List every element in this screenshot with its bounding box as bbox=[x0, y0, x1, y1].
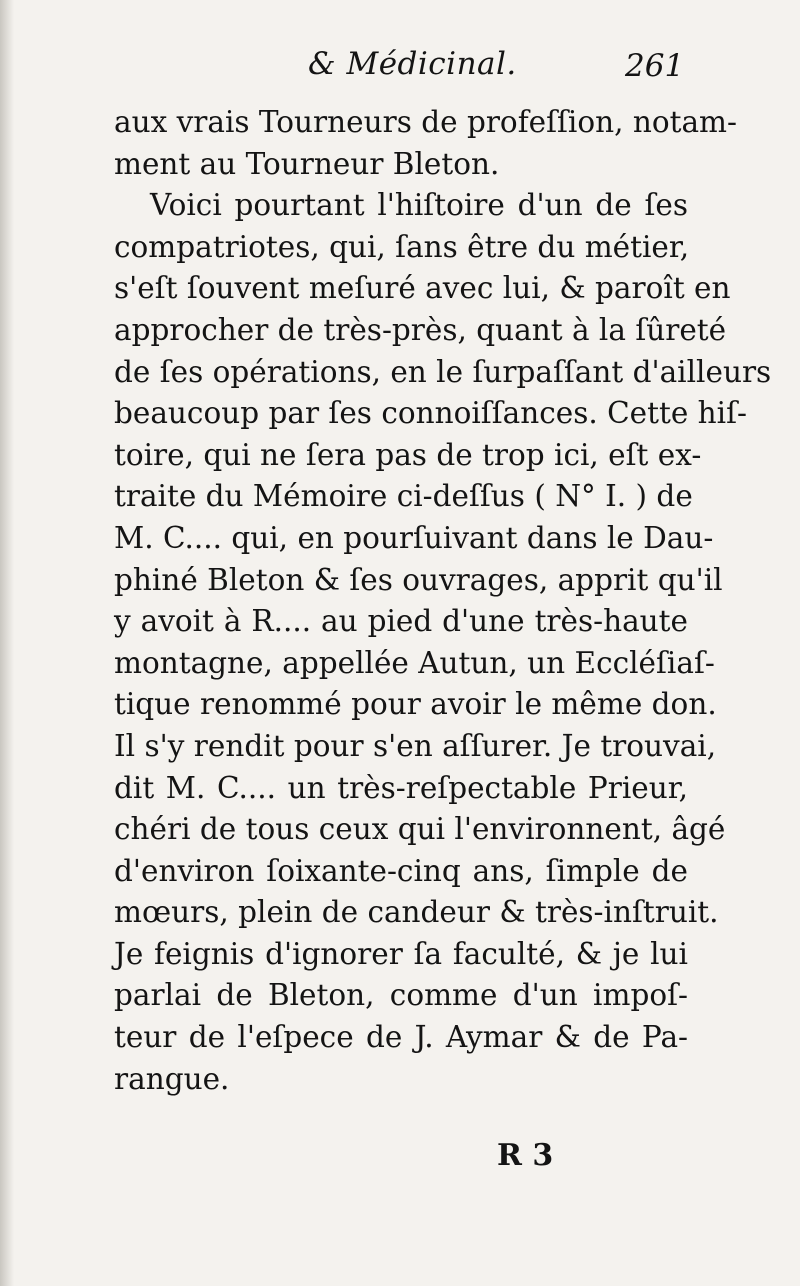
text-line: de ſes opérations, en le ſurpaſſant d'ailleurs bbox=[114, 354, 772, 389]
running-head-title: & Médicinal. bbox=[308, 46, 517, 82]
text-line: traite du Mémoire ci-deſſus ( N° I. ) de bbox=[114, 479, 693, 514]
body-text bbox=[114, 102, 772, 1100]
text-line: phiné Bleton & ſes ouvrages, apprit qu'il bbox=[114, 562, 723, 597]
text-line: dit M. C.... un très-reſpectable Prieur, bbox=[114, 770, 688, 805]
text-line: approcher de très-près, quant à la ſûreté bbox=[114, 312, 727, 347]
text-line: toire, qui ne ſera pas de trop ici, eſt ex- bbox=[114, 437, 702, 472]
text-line: ment au Tourneur Bleton. bbox=[114, 146, 500, 181]
signature-mark: R 3 bbox=[497, 1138, 554, 1173]
text-line: s'eſt ſouvent meſuré avec lui, & paroît en bbox=[114, 271, 731, 306]
text-line: y avoit à R.... au pied d'une très-haute bbox=[114, 604, 688, 639]
text-line: rangue. bbox=[114, 1061, 230, 1096]
text-line: tique renommé pour avoir le même don. bbox=[114, 687, 717, 722]
text-line: parlai de Bleton, comme d'un impoſ- bbox=[114, 978, 688, 1013]
text-line: beaucoup par ſes connoiſſances. Cette hiſ- bbox=[114, 396, 747, 431]
text-line: Je feignis d'ignorer ſa faculté, & je lui bbox=[114, 936, 688, 971]
text-line: Il s'y rendit pour s'en aſſurer. Je trouvai, bbox=[114, 728, 717, 763]
text-line: compatriotes, qui, ſans être du métier, bbox=[114, 229, 690, 264]
text-line: montagne, appellée Autun, un Eccléſiaſ- bbox=[114, 645, 715, 680]
paragraph-start-line: Voici pourtant l'hiſtoire d'un de ſes bbox=[150, 188, 688, 223]
text-line: M. C.... qui, en pourſuivant dans le Dau- bbox=[114, 520, 714, 555]
text-line: aux vrais Tourneurs de profeſſion, notam- bbox=[114, 105, 738, 139]
text-line: chéri de tous ceux qui l'environnent, âgé bbox=[114, 812, 726, 847]
text-line: d'environ ſoixante-cinq ans, ſimple de bbox=[114, 853, 688, 888]
text-line: mœurs, plein de candeur & très-inſtruit. bbox=[114, 895, 719, 930]
text-line: teur de l'eſpece de J. Aymar & de Pa- bbox=[114, 1020, 688, 1055]
running-head bbox=[0, 46, 800, 96]
page-number: 261 bbox=[625, 48, 685, 84]
